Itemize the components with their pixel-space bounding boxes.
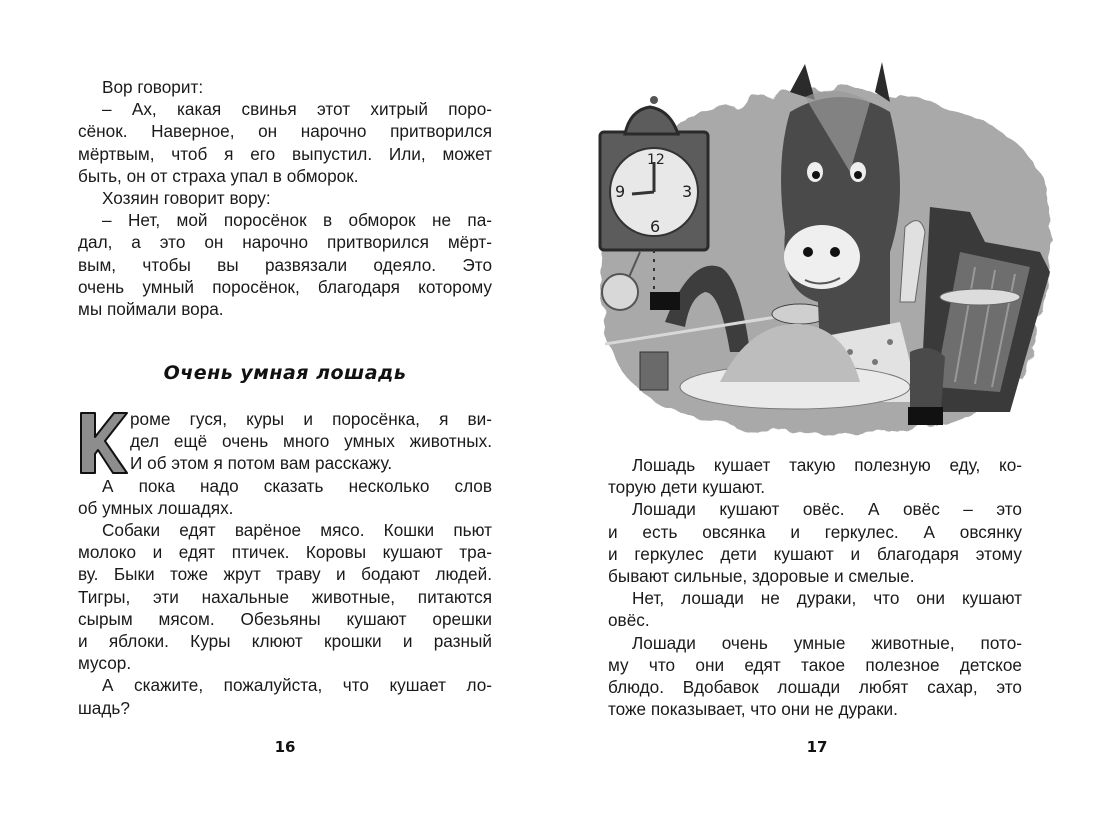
text-line: роме гуся, куры и поросёнка, я ви- xyxy=(130,409,492,429)
text-line: Лошади кушают овёс. А овёс – это xyxy=(632,499,1022,520)
text-line: шадь? xyxy=(78,697,130,718)
text-line: тоже показывает, что они не дураки. xyxy=(608,699,898,720)
dropcap-letter-k-icon xyxy=(78,410,128,476)
text-line: быть, он от страха упал в обморок. xyxy=(78,165,359,186)
text-line: Нет, лошади не дураки, что они кушают xyxy=(632,588,1022,609)
page-number: 17 xyxy=(806,738,828,756)
text-line: Хозяин говорит вору: xyxy=(102,188,271,209)
text-line: молоко и едят птичек. Коровы кушают тра- xyxy=(78,542,492,563)
svg-text:6: 6 xyxy=(650,217,661,236)
text-line: овёс. xyxy=(608,610,650,631)
text-line: Собаки едят варёное мясо. Кошки пьют xyxy=(102,520,492,541)
text-line: – Нет, мой поросёнок в обморок не па- xyxy=(102,210,492,231)
text-line: А пока надо сказать несколько слов xyxy=(102,475,492,496)
svg-text:9: 9 xyxy=(615,182,626,201)
text-line: очень умный поросёнок, благодаря которому xyxy=(78,276,492,297)
chapter-body xyxy=(78,408,492,719)
text-line: вым, чтобы вы развязали одеяло. Это xyxy=(78,254,492,275)
text-line: ву. Быки тоже жрут траву и бодают людей. xyxy=(78,564,492,585)
text-line: И об этом я потом вам расскажу. xyxy=(130,453,393,474)
text-line: и геркулес дети кушают и благодаря этому xyxy=(608,543,1022,564)
text-line: блюдо. Вдобавок лошади любят сахар, это xyxy=(608,677,1022,698)
text-line: Тигры, эти нахальные животные, питаются xyxy=(78,586,492,607)
text-line: – Ах, какая свинья этот хитрый поро- xyxy=(102,99,492,120)
right-page-text xyxy=(608,454,1022,720)
text-line: мусор. xyxy=(78,653,132,674)
text-line: и яблоки. Куры клюют крошки и разный xyxy=(78,631,492,652)
text-line: сёнок. Наверное, он нарочно притворился xyxy=(78,121,492,142)
text-line: Вор говорит: xyxy=(102,77,204,97)
text-line: му что они едят такое полезное детское xyxy=(608,654,1022,675)
page-number: 16 xyxy=(274,738,296,756)
dropcap-paragraph xyxy=(78,408,492,475)
text-line: сырым мясом. Обезьяны кушают орешки xyxy=(78,608,492,629)
text-line: Лошадь кушает такую полезную еду, ко- xyxy=(632,455,1022,475)
text-line: торую дети кушают. xyxy=(608,477,766,498)
right-page xyxy=(550,0,1100,825)
svg-text:12: 12 xyxy=(647,152,665,168)
chapter-title: Очень умная лошадь xyxy=(163,362,407,384)
text-line: дал, а это он нарочно притворился мёрт- xyxy=(78,232,492,253)
text-line: и есть овсянка и геркулес. А овсянку xyxy=(608,521,1022,542)
story-ending xyxy=(78,76,492,320)
text-line: А скажите, пожалуйста, что кушает ло- xyxy=(102,675,492,696)
text-line: мы поймали вора. xyxy=(78,299,224,320)
text-line: дел ещё очень много умных животных. xyxy=(130,431,492,452)
svg-text:3: 3 xyxy=(682,182,693,201)
text-line: мёртвым, чтоб я его выпустил. Или, может xyxy=(78,143,492,164)
text-line: об умных лошадях. xyxy=(78,497,234,518)
horse-illustration xyxy=(590,52,1055,444)
text-line: Лошади очень умные животные, пото- xyxy=(632,632,1022,653)
text-line: бывают сильные, здоровые и смелые. xyxy=(608,566,915,587)
